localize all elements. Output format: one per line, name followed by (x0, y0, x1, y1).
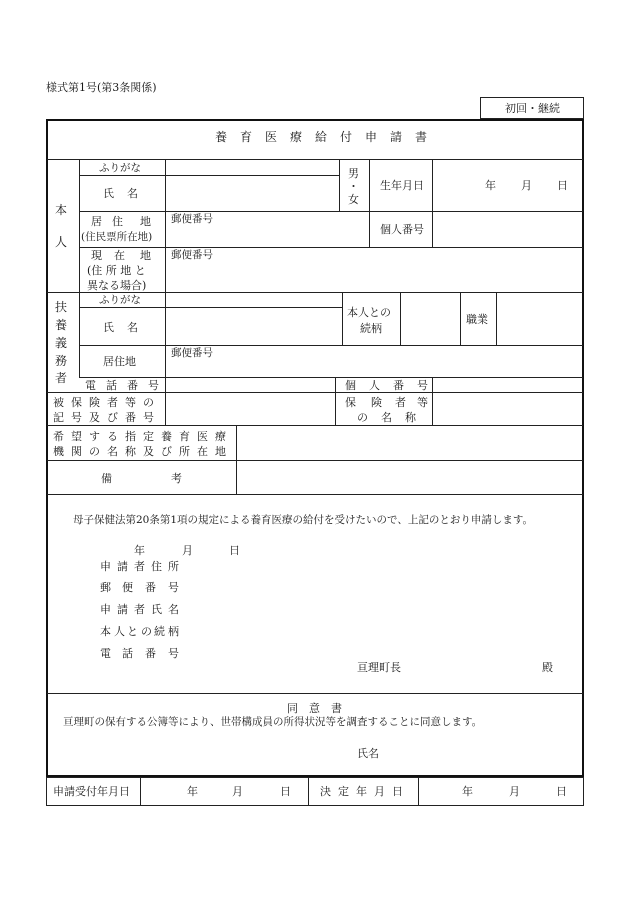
honorific: 殿 (542, 661, 553, 674)
received-date-label: 申請受付年月日 (53, 785, 130, 798)
divider (342, 292, 343, 345)
consent-signature-field[interactable] (380, 742, 570, 764)
patient-birthdate-field[interactable]: 年 月 日 (485, 179, 568, 192)
patient-residence-field[interactable] (166, 212, 369, 247)
insurer-name-field[interactable] (433, 393, 583, 425)
divider (339, 159, 340, 211)
guardian-residence-label: 居住地 (103, 355, 136, 368)
decision-date-field[interactable]: 年 月 日 (462, 785, 567, 798)
divider (460, 292, 461, 345)
consent-name-label: 氏名 (357, 747, 379, 760)
postal-code-label: 郵便番号 (171, 249, 213, 261)
initial-renewal-box[interactable] (480, 97, 584, 119)
patient-name-field[interactable] (166, 176, 339, 210)
guardian-furigana-label: ふりがな (99, 294, 141, 306)
consent-text: 亘理町の保有する公簿等により、世帯構成員の所得状況等を調査することに同意します。 (63, 716, 483, 728)
divider (308, 777, 309, 806)
guardian-id-number-field[interactable] (433, 378, 583, 392)
guardian-furigana-field[interactable] (166, 293, 342, 307)
divider (369, 159, 370, 211)
divider (79, 292, 80, 377)
guardian-phone-field[interactable] (166, 378, 335, 392)
patient-birthdate-label: 生年月日 (380, 179, 424, 192)
divider (47, 693, 583, 694)
postal-code-label: 郵便番号 (171, 347, 213, 359)
guardian-name-field[interactable] (166, 308, 342, 345)
guardian-relation-field[interactable] (401, 293, 460, 345)
designated-hospital-field[interactable] (237, 426, 583, 460)
divider (79, 159, 80, 292)
patient-id-number-field[interactable] (433, 212, 583, 247)
mayor-addressee: 亘理町長 (357, 661, 401, 674)
divider (369, 211, 370, 247)
declaration-statement: 母子保健法第20条第1項の規定による養育医療の給付を受けたいので、上記のとおり申請します。 (73, 514, 533, 526)
form-number-label: 様式第1号(第3条関係) (46, 81, 157, 94)
guardian-occupation-label: 職業 (466, 313, 488, 326)
patient-furigana-label: ふりがな (99, 162, 141, 174)
insured-number-field[interactable] (166, 393, 335, 425)
divider (335, 377, 336, 425)
patient-furigana-field[interactable] (166, 160, 339, 175)
patient-id-number-label: 個人番号 (380, 223, 424, 236)
postal-code-label: 郵便番号 (171, 213, 213, 225)
guardian-residence-field[interactable] (166, 346, 583, 377)
divider (47, 494, 583, 495)
initial-renewal-label: 初回・継続 (505, 102, 560, 115)
patient-current-address-field[interactable] (166, 248, 583, 292)
guardian-occupation-field[interactable] (497, 293, 583, 345)
remarks-field[interactable] (237, 461, 583, 494)
received-date-field[interactable]: 年 月 日 (187, 785, 291, 798)
